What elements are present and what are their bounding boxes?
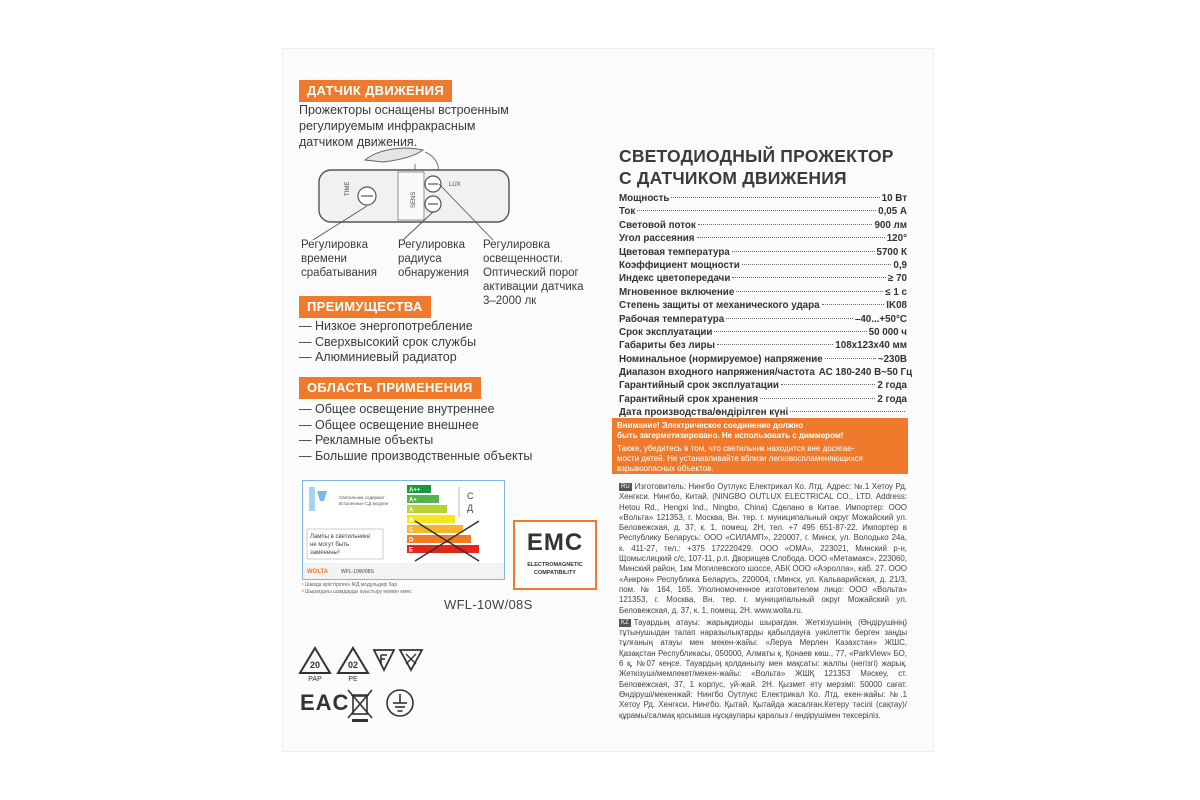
spec-leader <box>790 411 905 412</box>
product-title <box>619 145 894 189</box>
spec-row <box>619 232 907 245</box>
spec-leader <box>760 398 875 399</box>
legal-ru <box>619 482 907 616</box>
legal-kz-text: Тауардың атауы: жарықдиоды шырағдан. Жеткізушінің (Өндірушінің) тұтынушыдан талап наразылықтарды қабылдауға уәкілеттік берген заңды тұлғаның атауы мен мекен-жайы: «Леруа Мерлен Казахстан» ЖШС, Қазақстан Республикасы, 050000, Алматы қ, Қонаев көш., 77, «ParkView» БО, 6 қ, №07 кеңсе. Тауардың қолданылу мен мақсаты: жалпы (негізгі) жарық. Жеткізуші/мемлекет/мекен-жайы: «Вольта» ЖШҚ 121353 Мәскеу, ст. Беловежская, 37, 1 корпус, үй-жай. 2Н. Қызмет ету мерзімі: 50000 сағат. Өндіруші/мекенжай: Нингбо Оутлукс Електрикал Ко. Лтд. екен-жайы: №.1 Хетоу Рд. Хенгкси. Нингбо. Қытай. Қытайда жасалған.Кетеру тәсілі (сақтау)/ құрамы/салмақ қосымша нұсқаулары қаралыз / өндірушімен тексеріліз. <box>619 617 907 720</box>
spec-row <box>619 192 907 205</box>
energy-replace-note-2: не могут быть <box>310 542 350 548</box>
warning-line-3: Также, убедитесь в том, что светильник находится вне досягае- <box>617 444 855 453</box>
energy-class-a: A <box>409 507 414 514</box>
warning-line-5: взрывоопасных объектов. <box>617 464 714 473</box>
energy-class-e: E <box>409 547 414 554</box>
spec-value: 50 000 ч <box>868 326 907 338</box>
energy-footnote-2: ² Шырағдағы шамдарды ауыстыру мүмкін емес <box>302 588 412 595</box>
knob-label-sens: SENS <box>411 191 417 208</box>
spec-value: 10 Вт <box>881 193 907 204</box>
svg-text:02: 02 <box>347 660 359 670</box>
spec-key: Мощность <box>619 193 670 204</box>
energy-letter-c: C <box>467 491 474 501</box>
warning-line-4: мости детей. Не устанавливайте вблизи легковоспламеняющихся <box>617 454 863 463</box>
warning-line-1: Внимание! Электрическое соединение должно <box>617 421 804 430</box>
caption-time-1: Регулировка <box>301 239 368 251</box>
spec-key: Гарантийный срок хранения <box>619 393 759 405</box>
spec-key: Рабочая температура <box>619 313 725 325</box>
spec-leader <box>781 384 875 385</box>
caption-lux-1: Регулировка <box>483 239 550 251</box>
motion-sensor-line-3: датчиком движения. <box>299 135 418 149</box>
spec-leader <box>742 264 892 265</box>
emc-logo: EMC <box>526 529 584 556</box>
motion-sensor-body <box>299 102 559 150</box>
spec-key: Габариты без лиры <box>619 340 715 352</box>
spec-value: 0,05 А <box>878 206 907 218</box>
application-item: — Рекламные объекты <box>299 433 434 447</box>
caption-lux-2: освещенности. <box>483 253 563 265</box>
energy-class-b: B <box>409 517 414 524</box>
legal-ru-text: Изготовитель: Нингбо Оутлукс Електрикал Ко. Лтд. Адрес: №.1 Хетоу Рд. Хенгкси. Нингбо, Китай. (NINGBO OUTLUX ELECTRICAL CO., LTD. Address: Hetou Rd., Hengxi Ind., Ningbo, China) Сделано в Китае. Импортер: ООО «Вольта» 121353, г. Москва, Вн. тер. г. муниципальный округ Можайский ул. Беловежская, д. 37, к. 1, помещ. 2Н, тел. +7 495 651-87-22. Импортер в Республику Беларусь: ООО «СИЛАМП», 220007, г. Минск, ул. Володько 24а, к. 411-27, тел.: +375 172220429. ООО «ОМА», 223021, Минский р-н, Щомыслицкий с/с, 107-11, р.п. Дворищев Слобода. ООО «Метамакс», 223060, Минский район, 1км Могилевского шоссе, АБК ООО «Аэролла», каб. 27. ООО «Анкрон» Республика Беларусь, 220004, г.Минск, ул. Кальварийская, д. 21/3, пом. № 164, 165. Уполномоченное изготовителем лицо: ООО «Вольта» 121353, г. Москва, Вн. тер. г. муниципальный округ Можайский ул. Беловежская, д. 37, к. 1, помещ. 2Н. www.wolta.ru. <box>619 482 907 615</box>
spec-leader <box>732 277 886 278</box>
advantage-item: — Сверхвысокий срок службы <box>299 334 477 349</box>
application-heading: ОБЛАСТЬ ПРИМЕНЕНИЯ <box>299 377 481 399</box>
spec-value: 2 года <box>877 393 907 405</box>
spec-key: Световой поток <box>619 219 696 231</box>
spec-value: 120° <box>886 233 907 245</box>
emc-mark <box>513 520 597 590</box>
model-number: WFL-10W/08S <box>444 597 533 612</box>
svg-text:PAP: PAP <box>308 676 322 682</box>
spec-key: Цветовая температура <box>619 246 730 258</box>
emc-line-1: ELECTROMAGNETIC <box>527 562 583 568</box>
spec-value: 5700 К <box>876 246 907 258</box>
motion-sensor-heading: ДАТЧИК ДВИЖЕНИЯ <box>299 80 452 102</box>
energy-label-graphic <box>303 481 504 579</box>
energy-lamp-note-1: Светильник содержит <box>339 495 385 500</box>
motion-sensor-line-1: Прожекторы оснащены встроенным <box>299 103 509 117</box>
spec-leader <box>671 197 879 198</box>
spec-row <box>619 246 907 259</box>
product-title-line-2: С ДАТЧИКОМ ДВИЖЕНИЯ <box>619 168 847 188</box>
caption-time <box>301 238 377 280</box>
spec-leader <box>717 344 833 345</box>
spec-row <box>619 259 907 272</box>
spec-row <box>619 339 907 352</box>
spec-value: 2 года <box>877 380 907 392</box>
spec-leader <box>825 358 876 359</box>
weee-bin-icon <box>346 688 374 722</box>
energy-label <box>302 480 505 580</box>
knob-label-lux: LUX <box>449 182 461 188</box>
f-mark-icon <box>372 646 396 674</box>
spec-key: Ток <box>619 206 636 218</box>
kz-flag: KZ <box>621 619 629 626</box>
spec-row <box>619 326 907 339</box>
caption-time-3: срабатывания <box>301 267 377 279</box>
caption-radius-2: радиуса <box>398 253 442 265</box>
spec-value: 900 лм <box>874 219 907 231</box>
spec-leader <box>697 237 885 238</box>
spec-leader <box>714 331 866 332</box>
spec-leader <box>698 224 873 225</box>
motion-sensor-line-2: регулируемым инфракрасным <box>299 119 476 133</box>
energy-brand: WOLTA <box>307 569 329 575</box>
svg-text:20: 20 <box>309 660 321 670</box>
energy-class-app: A++ <box>409 487 421 494</box>
energy-lamp-note-2: встроенные СД модули <box>339 501 388 506</box>
no-lamp-icon <box>398 646 424 674</box>
svg-text:PE: PE <box>348 676 358 682</box>
knob-label-time: TIME <box>345 181 351 196</box>
spec-key: Коэффициент мощности <box>619 259 740 271</box>
energy-footnotes <box>302 582 412 595</box>
spec-value: ~230В <box>877 353 907 365</box>
spec-value: –40...+50°С <box>854 313 907 325</box>
advantages-list <box>299 319 476 366</box>
ru-flag: RU <box>621 484 630 490</box>
energy-replace-note-1: Лампы в светильнике <box>310 534 371 540</box>
spec-row <box>619 393 907 406</box>
spec-key: Номинальное (нормируемое) напряжение <box>619 353 823 365</box>
application-item: — Общее освещение внутреннее <box>299 402 495 416</box>
emc-line-2: COMPATIBILITY <box>534 570 576 576</box>
spec-key: Мгновенное включение <box>619 286 735 298</box>
application-list <box>299 402 532 464</box>
energy-model: WFL-10W/08S <box>341 569 374 575</box>
recycle-pe-icon <box>336 646 370 682</box>
spec-leader <box>822 304 885 305</box>
spec-row <box>619 205 907 218</box>
spec-row <box>619 366 913 379</box>
spec-value: ≤ 1 с <box>885 286 907 298</box>
warning-box <box>612 418 908 474</box>
spec-row <box>619 379 907 392</box>
spec-key: Срок эксплуатации <box>619 326 713 338</box>
caption-lux-3: Оптический порог <box>483 267 579 279</box>
spec-row <box>619 272 907 285</box>
legal-kz <box>619 618 907 721</box>
legal-text <box>619 482 907 721</box>
spec-leader <box>736 291 883 292</box>
spec-row <box>619 299 907 312</box>
advantage-item: — Алюминиевый радиатор <box>299 350 457 364</box>
spec-key: Степень защиты от механического удара <box>619 300 820 312</box>
caption-radius-3: обнаружения <box>398 267 469 279</box>
caption-radius <box>398 238 469 280</box>
advantage-item: — Низкое энергопотребление <box>299 319 473 333</box>
energy-class-c: C <box>409 527 414 534</box>
spec-key: Индекс цветопередачи <box>619 273 731 285</box>
spec-row <box>619 219 907 232</box>
spec-key: Дата производства/өндірілген күні <box>619 407 789 419</box>
energy-class-d: D <box>409 537 414 544</box>
eac-mark: EAC <box>300 690 350 715</box>
ground-icon <box>385 688 415 718</box>
spec-value: 0,9 <box>893 259 907 271</box>
product-title-line-1: СВЕТОДИОДНЫЙ ПРОЖЕКТОР <box>619 146 894 166</box>
advantages-heading: ПРЕИМУЩЕСТВА <box>299 296 431 318</box>
caption-radius-1: Регулировка <box>398 239 465 251</box>
spec-value: АС 180-240 В~50 Гц <box>818 367 913 379</box>
spec-key: Угол рассеяния <box>619 233 695 245</box>
spec-value: 108х123х40 мм <box>835 340 907 352</box>
caption-time-2: времени <box>301 253 347 265</box>
application-item: — Общее освещение внешнее <box>299 417 479 432</box>
spec-row <box>619 353 907 366</box>
spec-key: Гарантийный срок эксплуатации <box>619 380 779 392</box>
energy-class-ap: A+ <box>409 497 417 504</box>
energy-letter-d: Д <box>467 503 474 513</box>
spec-leader <box>726 318 853 319</box>
caption-lux-4: активации датчика <box>483 281 584 293</box>
application-item: — Большие производственные объекты <box>299 448 533 463</box>
spec-table <box>619 192 913 420</box>
spec-value: ≥ 70 <box>888 273 907 285</box>
warning-line-2: быть загерметизировано. Не использовать с диммером! <box>617 431 844 440</box>
spec-key: Диапазон входного напряжения/частота <box>619 367 815 379</box>
sensor-diagram <box>305 146 525 246</box>
spec-row <box>619 286 907 299</box>
spec-leader <box>637 210 876 211</box>
energy-replace-note-3: заменены² <box>310 550 340 556</box>
spec-leader <box>732 251 875 252</box>
recycle-pap-icon <box>298 646 332 682</box>
spec-value: IK08 <box>886 300 907 312</box>
spec-row <box>619 313 907 326</box>
energy-footnote-1: ¹ Шамда кірістірілген ЖД модульдері бар <box>302 582 398 588</box>
caption-lux <box>483 238 583 308</box>
caption-lux-5: 3–2000 лк <box>483 295 537 307</box>
